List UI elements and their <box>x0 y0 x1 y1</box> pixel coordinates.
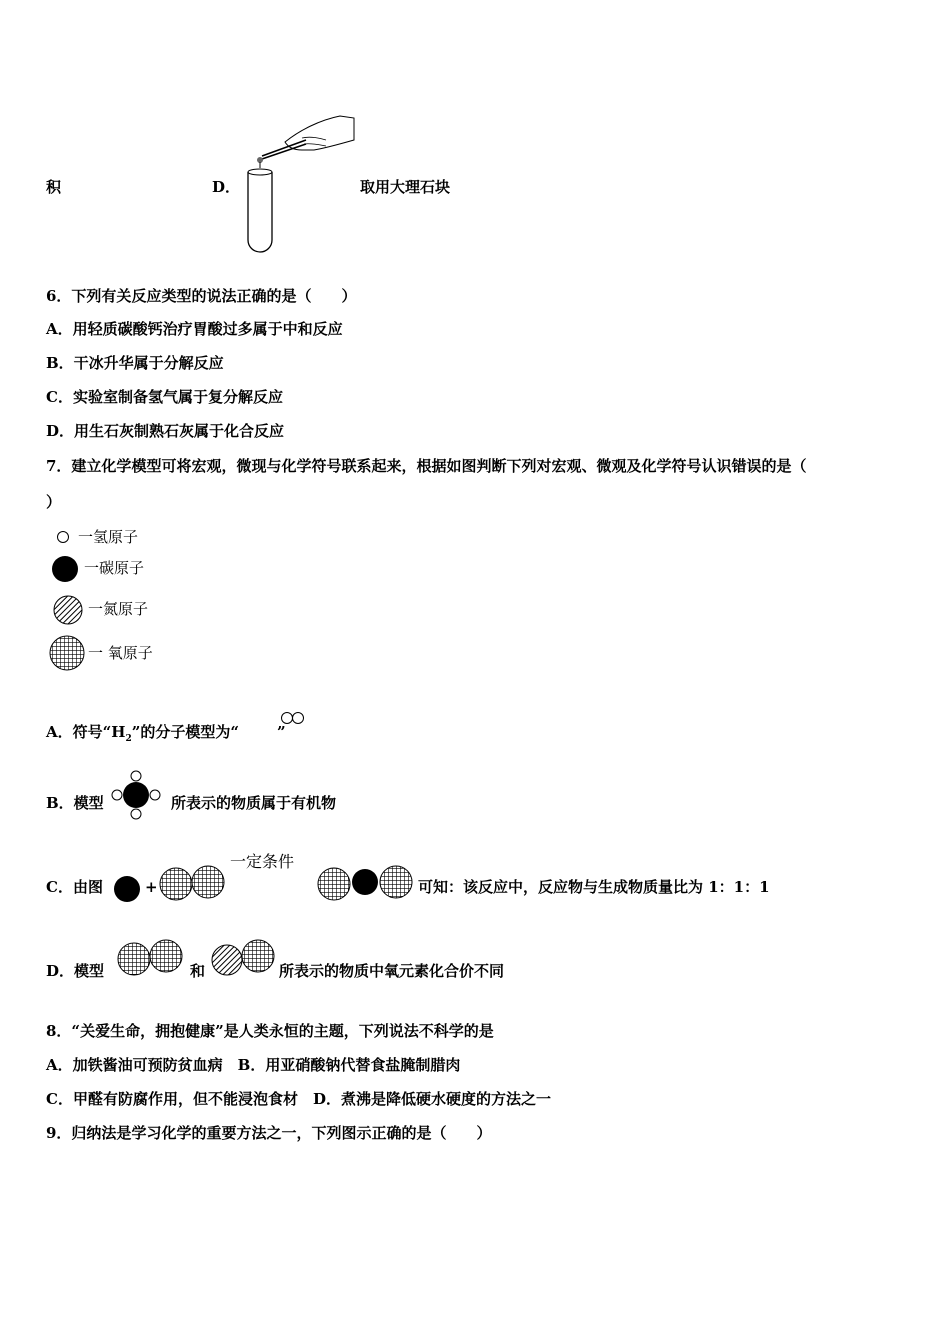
h2-molecule-model <box>280 711 306 725</box>
legend-nitrogen: 一氮原子 <box>88 600 149 618</box>
methane-molecule-model <box>110 768 162 820</box>
q7-a-subscript: 2 <box>125 734 132 744</box>
o2-molecule-model <box>116 938 188 978</box>
legend-hydrogen: 一氢原子 <box>78 528 139 546</box>
option-d-label: D． <box>212 178 241 196</box>
q6-option-a: A．用轻质碳酸钙治疗胃酸过多属于中和反应 <box>46 320 343 338</box>
q7-stem-end: ） <box>46 493 62 511</box>
plus-sign: + <box>145 878 158 896</box>
no-molecule-model <box>208 938 280 978</box>
reaction-condition: 一定条件 <box>230 852 295 871</box>
q9-stem: 9．归纳法是学习化学的重要方法之一，下列图示正确的是（ ） <box>46 1124 492 1142</box>
q6-option-d: D．用生石灰制熟石灰属于化合反应 <box>46 422 285 440</box>
q7-a-end: ” <box>276 723 286 741</box>
previous-fragment: 积 <box>46 178 62 196</box>
q6-option-b: B．干冰升华属于分解反应 <box>46 354 224 372</box>
and-text: 和 <box>190 962 206 980</box>
legend-oxygen: 一 氧原子 <box>88 644 153 662</box>
co2-molecule-product <box>316 864 416 904</box>
q6-option-c: C．实验室制备氢气属于复分解反应 <box>46 388 283 406</box>
q8-options-ab: A．加铁酱油可预防贫血病 B．用亚硝酸钠代替食盐腌制腊肉 <box>46 1056 461 1074</box>
carbon-atom-reactant <box>112 874 142 904</box>
option-d-text: 取用大理石块 <box>360 178 451 196</box>
q7-option-b-prefix: B．模型 <box>46 794 104 812</box>
legend-carbon: 一碳原子 <box>84 559 145 577</box>
q7-option-d-text: 所表示的物质中氧元素化合价不同 <box>279 962 505 980</box>
q6-stem: 6．下列有关反应类型的说法正确的是（ ） <box>46 287 357 305</box>
q7-a-mid: ”的分子模型为“ <box>131 723 239 741</box>
q8-stem: 8．“关爱生命，拥抱健康”是人类永恒的主题，下列说法不科学的是 <box>46 1022 494 1040</box>
q7-stem: 7．建立化学模型可将宏观，微现与化学符号联系起来，根据如图判断下列对宏观、微观及化学符号认识错误的是（ <box>46 457 807 475</box>
q7-option-a <box>46 722 286 749</box>
q7-option-c-prefix: C．由图 <box>46 878 103 896</box>
q7-option-c-text: 可知：该反应中，反应物与生成物质量比为 1：1：1 <box>418 878 770 896</box>
test-tube-tweezers-illustration <box>240 110 360 250</box>
oxygen-atom-icon <box>48 634 86 672</box>
q7-a-prefix: A．符号“H <box>46 723 126 741</box>
carbon-atom-icon <box>50 554 80 584</box>
oxygen-molecule-reactant <box>158 862 230 904</box>
q7-option-b-text: 所表示的物质属于有机物 <box>171 794 337 812</box>
nitrogen-atom-icon <box>52 594 84 626</box>
q8-options-cd: C．甲醛有防腐作用，但不能浸泡食材 D．煮沸是降低硬水硬度的方法之一 <box>46 1090 551 1108</box>
q7-option-d-prefix: D．模型 <box>46 962 105 980</box>
hydrogen-atom-icon <box>56 530 70 544</box>
